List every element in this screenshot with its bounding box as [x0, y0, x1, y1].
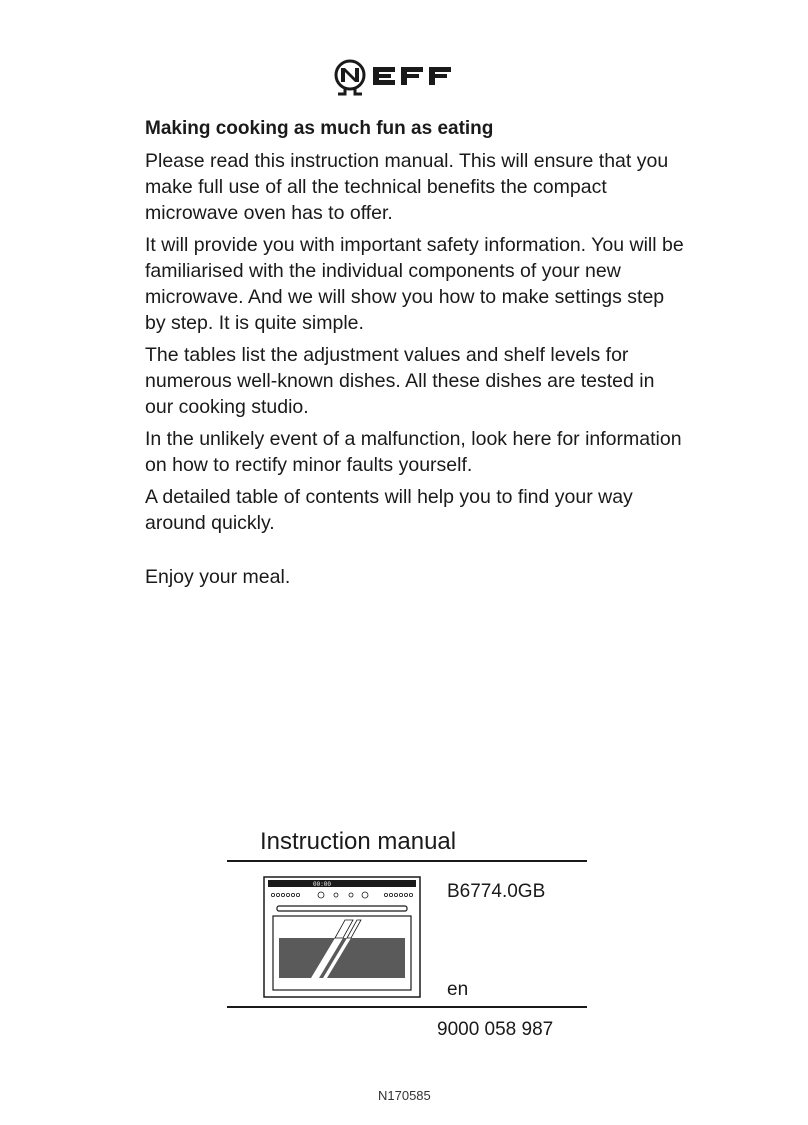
oven-illustration	[263, 876, 421, 998]
divider-top	[227, 860, 587, 862]
divider-bottom	[227, 1006, 587, 1008]
intro-paragraph: It will provide you with important safety information. You will be familiarised with the individual components of your new microwave. And we will show you how to make settings step by step. It is quite simple.	[145, 234, 684, 334]
manual-title: Instruction manual	[260, 828, 457, 855]
footer-code: N170585	[378, 1088, 431, 1103]
part-number: 9000 058 987	[437, 1019, 554, 1040]
intro-heading: Making cooking as much fun as eating	[145, 118, 494, 139]
intro-closing: Enjoy your meal.	[145, 566, 291, 588]
intro-section	[145, 116, 685, 596]
intro-paragraph: The tables list the adjustment values and shelf levels for numerous well-known dishes. All these dishes are tested in our cooking studio.	[145, 344, 655, 418]
language-code: en	[447, 979, 469, 1000]
intro-paragraph: A detailed table of contents will help you to find your way around quickly.	[145, 486, 633, 534]
intro-paragraph: Please read this instruction manual. This will ensure that you make full use of all the technical benefits the compact microwave oven has to offer.	[145, 150, 669, 224]
neff-logo	[331, 58, 456, 98]
model-number: B6774.0GB	[447, 881, 546, 902]
intro-paragraph: In the unlikely event of a malfunction, look here for information on how to rectify minor faults yourself.	[145, 428, 682, 476]
svg-text:00:00: 00:00	[313, 881, 332, 888]
